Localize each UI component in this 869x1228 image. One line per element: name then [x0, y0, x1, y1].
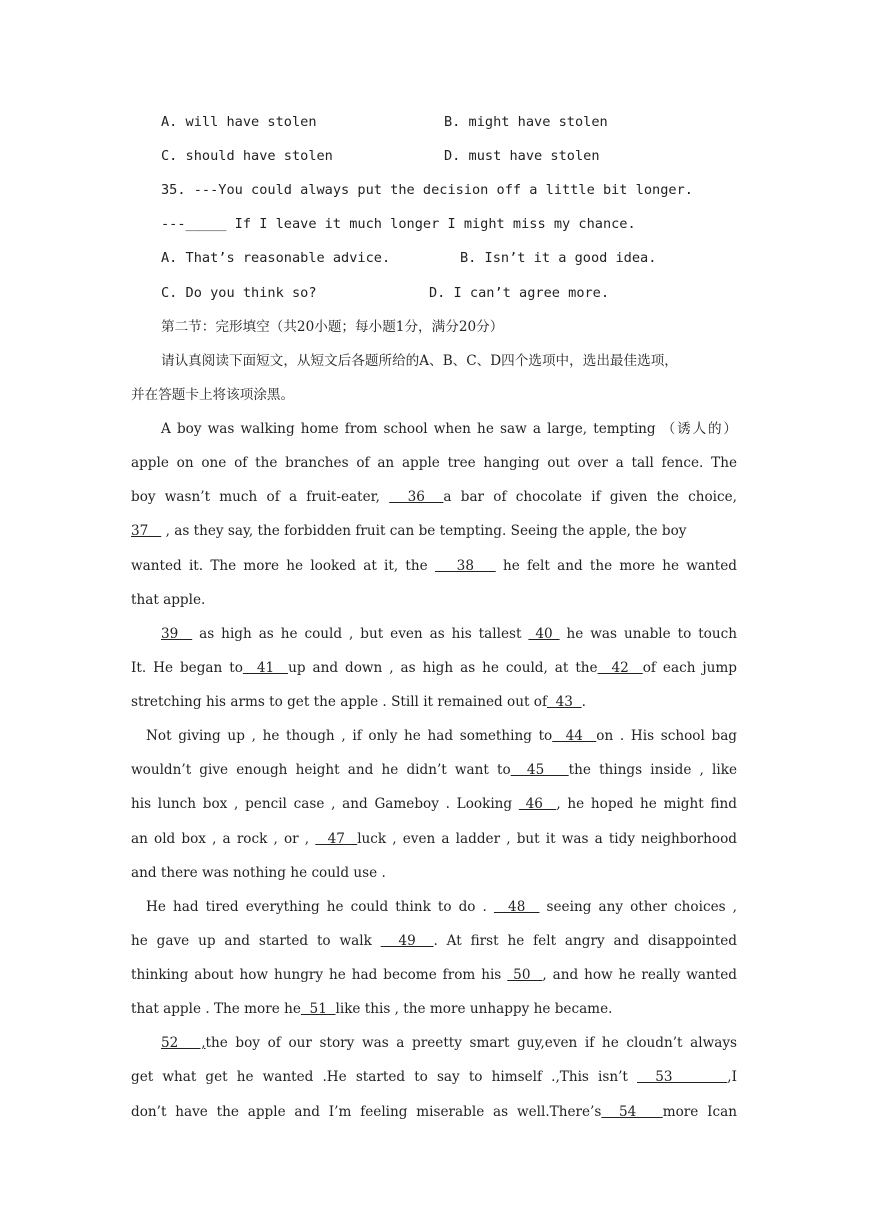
text-span: , as they say, the forbidden fruit can be tempting. Seeing the apple, the boy: [165, 523, 687, 539]
passage-p5-line-1: [161, 1033, 737, 1053]
text-span: on . His school bag: [596, 728, 737, 744]
text-span: luck , even a ladder , but it was a tidy neighborhood: [357, 831, 737, 847]
text-span: as high as he could , but even as his tallest: [199, 626, 522, 642]
section2-heading: 第二节：完形填空（共20小题；每小题1分，满分20分）: [161, 319, 504, 335]
passage-p1-line-1: A boy was walking home from school when he saw a large, tempting （诱人的）: [161, 421, 737, 437]
blank-50: 50: [507, 967, 543, 983]
text-span: he felt and the more he wanted: [502, 558, 738, 574]
blank-38: 38: [434, 558, 496, 574]
blank-52: 52 ,: [161, 1035, 206, 1051]
text-span: He had tired everything he could think to do .: [146, 899, 487, 915]
text-span: his lunch box , pencil case , and Gameboy . Looking: [131, 796, 513, 812]
text-span: .: [581, 694, 586, 710]
blank-51: 51: [300, 1001, 336, 1017]
text-span: the boy of our story was a preetty smart guy,even if he cloudn’t always: [205, 1035, 737, 1051]
blank-40: 40: [528, 626, 560, 642]
blank-36: 36: [389, 489, 444, 505]
section2-instruction-line-1: 请认真阅读下面短文，从短文后各题所给的A、B、C、D四个选项中，选出最佳选项，: [161, 353, 678, 369]
passage-p4-line-4: [131, 999, 737, 1019]
blank-54: 54: [601, 1104, 663, 1120]
passage-p4-line-3: [131, 965, 737, 985]
text-span: of each jump: [642, 660, 737, 676]
passage-p5-line-3: [131, 1102, 737, 1122]
text-span: up and down , as high as he could, at the: [288, 660, 598, 676]
passage-p1-line-6: that apple.: [131, 592, 206, 608]
q35-option-c: C. Do you think so?: [161, 285, 317, 301]
blank-37: 37: [131, 523, 162, 539]
blank-53: 53: [637, 1069, 728, 1085]
passage-p3-line-5: and there was nothing he could use .: [131, 865, 386, 881]
text-span: stretching his arms to get the apple . Still it remained out of: [131, 694, 547, 710]
blank-44: 44: [552, 728, 597, 744]
text-span: more Ican: [662, 1104, 738, 1120]
passage-p4-line-2: [131, 931, 737, 951]
text-span: the things inside , like: [568, 762, 737, 778]
q35-question: 35. ---You could always put the decision off a little bit longer.: [161, 182, 693, 198]
q34-option-b: B. might have stolen: [444, 114, 608, 130]
text-span: Not giving up , he though , if only he had something to: [146, 728, 553, 744]
passage-p1-line-5: [131, 556, 737, 576]
blank-41: 41: [242, 660, 289, 676]
q34-option-a: A. will have stolen: [161, 114, 317, 130]
blank-43: 43: [547, 694, 582, 710]
text-span: he gave up and started to walk: [131, 933, 372, 949]
text-span: wouldn’t give enough height and he didn’t want to: [131, 762, 511, 778]
passage-p3-line-3: [131, 794, 737, 814]
blank-47: 47: [315, 831, 358, 847]
passage-p3-line-2: [131, 760, 737, 780]
text-span: , and how he really wanted: [542, 967, 737, 983]
q34-option-d: D. must have stolen: [444, 148, 600, 164]
passage-p5-line-2: [131, 1067, 737, 1087]
passage-p2-line-2: [131, 658, 737, 678]
passage-p1-line-4: [131, 521, 737, 541]
blank-39: 39: [161, 626, 193, 642]
q35-response: ---_____ If I leave it much longer I might miss my chance.: [161, 216, 636, 232]
passage-p2-line-1: [161, 624, 737, 644]
text-span: an old box , a rock , or ,: [131, 831, 310, 847]
passage-p1-line-2: apple on one of the branches of an apple tree hanging out over a tall fence. The: [131, 455, 737, 471]
q35-option-a: A. That’s reasonable advice.: [161, 250, 391, 266]
text-span: ,I: [727, 1069, 737, 1085]
text-span: he was unable to touch: [566, 626, 737, 642]
passage-p4-line-1: [146, 897, 737, 917]
text-span: . At first he felt angry and disappointed: [433, 933, 737, 949]
passage-p1-line-3: [131, 487, 737, 507]
passage-p3-line-1: [146, 726, 737, 746]
text-span: It. He began to: [131, 660, 243, 676]
text-span: that apple . The more he: [131, 1001, 301, 1017]
text-span: boy wasn’t much of a fruit-eater,: [131, 489, 380, 505]
text-span: get what get he wanted .He started to say to himself .,This isn’t: [131, 1069, 628, 1085]
text-span: wanted it. The more he looked at it, the: [131, 558, 428, 574]
blank-46: 46: [518, 796, 557, 812]
text-span: don’t have the apple and I’m feeling miserable as well.There’s: [131, 1104, 602, 1120]
passage-p3-line-4: [131, 829, 737, 849]
text-span: seeing any other choices ,: [546, 899, 737, 915]
blank-42: 42: [597, 660, 643, 676]
text-span: , he hoped he might find: [556, 796, 737, 812]
q35-option-d: D. I can’t agree more.: [429, 285, 610, 301]
text-span: a bar of chocolate if given the choice,: [443, 489, 737, 505]
blank-48: 48: [493, 899, 540, 915]
section2-instruction-line-2: 并在答题卡上将该项涂黑。: [131, 387, 295, 403]
q35-option-b: B. Isn’t it a good idea.: [460, 250, 657, 266]
blank-45: 45: [510, 762, 569, 778]
passage-p2-line-3: [131, 692, 737, 712]
text-span: like this , the more unhappy he became.: [335, 1001, 613, 1017]
blank-49: 49: [380, 933, 434, 949]
q34-option-c: C. should have stolen: [161, 148, 333, 164]
text-span: thinking about how hungry he had become from his: [131, 967, 502, 983]
